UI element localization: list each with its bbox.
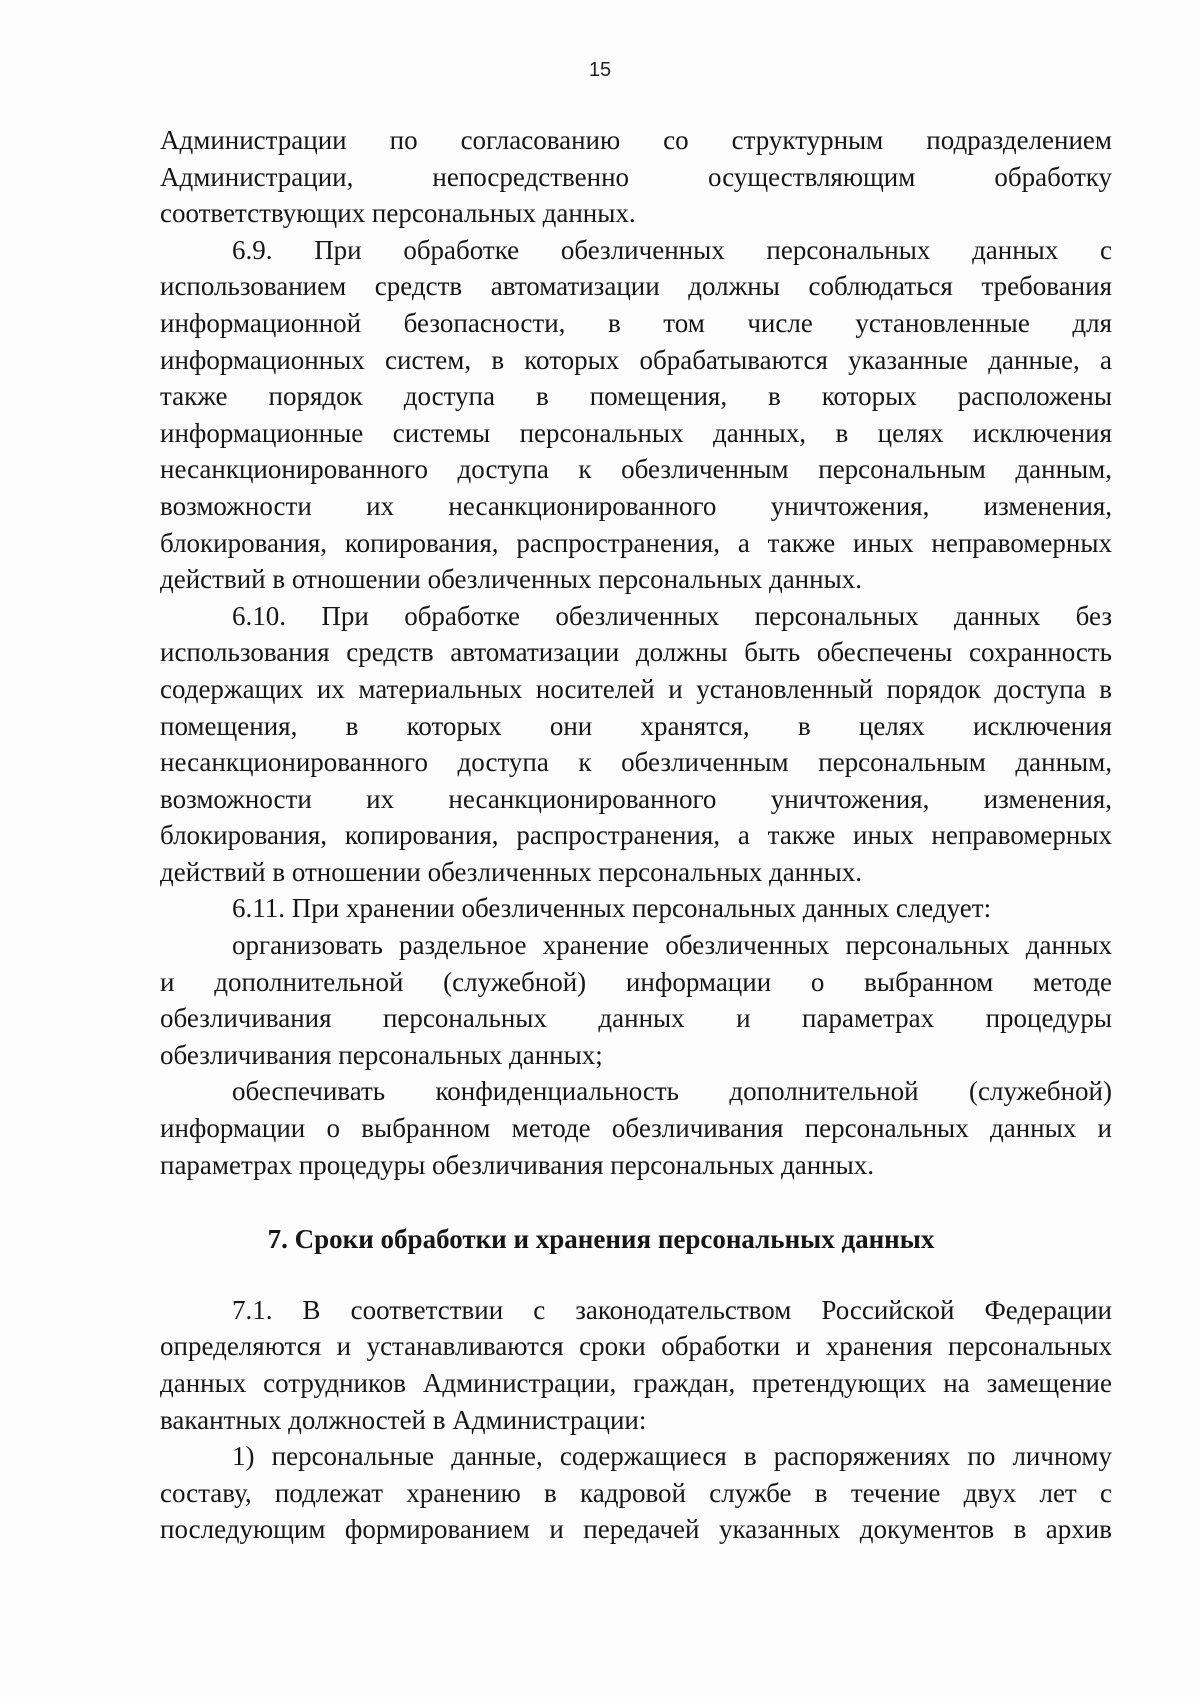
text-line: 6.9. При обработке обезличенных персональных данных с: [232, 234, 1112, 265]
paragraph-6-9: [160, 232, 1112, 598]
text-line: обеспечивать конфиденциальность дополнительной (служебной): [232, 1076, 1112, 1107]
text-line: определяются и устанавливаются сроки обработки и хранения персональных: [160, 1331, 1112, 1362]
text-line: помещения, в которых они хранятся, в целях исключения: [160, 710, 1112, 741]
text-line: также порядок доступа в помещения, в которых расположены: [160, 381, 1112, 412]
text-line: вакантных должностей в Администрации:: [160, 1404, 647, 1435]
text-line: информационных систем, в которых обрабатываются указанные данные, а: [160, 344, 1112, 375]
paragraph-continuation: [160, 122, 1112, 232]
text-line: Администрации по согласованию со структурным подразделением: [160, 125, 1112, 155]
text-line: и дополнительной (служебной) информации о выбранном методе: [160, 966, 1112, 997]
text-line: возможности их несанкционированного уничтожения, изменения,: [160, 783, 1112, 814]
text-line: информации о выбранном методе обезличивания персональных данных и: [160, 1113, 1112, 1144]
text-line: блокирования, копирования, распространения, а также иных неправомерных: [160, 820, 1112, 851]
text-line: данных сотрудников Администрации, граждан, претендующих на замещение: [160, 1368, 1112, 1398]
document-body: [160, 122, 1112, 1548]
text-line: использованием средств автоматизации должны соблюдаться требования: [160, 271, 1112, 302]
paragraph-7-1: [160, 1292, 1112, 1438]
text-line: обезличивания персональных данных и параметрах процедуры: [160, 1003, 1112, 1034]
text-line: использования средств автоматизации должны быть обеспечены сохранность: [160, 637, 1112, 668]
list-item-7-1-1: [160, 1438, 1112, 1548]
text-line: 6.11. При хранении обезличенных персональных данных следует:: [232, 893, 992, 924]
text-line: 1) персональные данные, содержащиеся в распоряжениях по личному: [232, 1441, 1112, 1472]
text-line: информационной безопасности, в том числе установленные для: [160, 307, 1112, 338]
text-line: составу, подлежат хранению в кадровой службе в течение двух лет с: [160, 1477, 1112, 1508]
paragraph-6-10: [160, 598, 1112, 891]
section-heading: 7. Сроки обработки и хранения персональных данных: [267, 1224, 935, 1255]
text-line: несанкционированного доступа к обезличенным персональным данным,: [160, 747, 1112, 778]
text-line: блокирования, копирования, распространения, а также иных неправомерных: [160, 527, 1112, 558]
page-number: 15: [588, 59, 612, 81]
list-item-confidentiality: [160, 1073, 1112, 1183]
text-line: 6.10. При обработке обезличенных персональных данных без: [232, 600, 1112, 631]
text-line: 7.1. В соответствии с законодательством Российской Федерации: [232, 1294, 1112, 1325]
text-line: содержащих их материальных носителей и установленный порядок доступа в: [160, 673, 1112, 704]
text-line: несанкционированного доступа к обезличенным персональным данным,: [160, 454, 1112, 485]
text-line: действий в отношении обезличенных персональных данных.: [160, 564, 862, 595]
text-line: действий в отношении обезличенных персональных данных.: [160, 856, 862, 887]
text-line: параметрах процедуры обезличивания персональных данных.: [160, 1149, 874, 1180]
text-line: соответствующих персональных данных.: [160, 198, 636, 229]
text-line: последующим формированием и передачей указанных документов в архив: [160, 1514, 1112, 1545]
text-line: возможности их несанкционированного уничтожения, изменения,: [160, 490, 1112, 521]
text-line: Администрации, непосредственно осуществляющим обработку: [160, 161, 1112, 192]
paragraph-6-11: [160, 890, 1112, 927]
text-line: информационные системы персональных данных, в целях исключения: [160, 417, 1112, 448]
list-item-separate-storage: [160, 927, 1112, 1073]
text-line: обезличивания персональных данных;: [160, 1039, 603, 1070]
text-line: организовать раздельное хранение обезличенных персональных данных: [232, 930, 1112, 961]
